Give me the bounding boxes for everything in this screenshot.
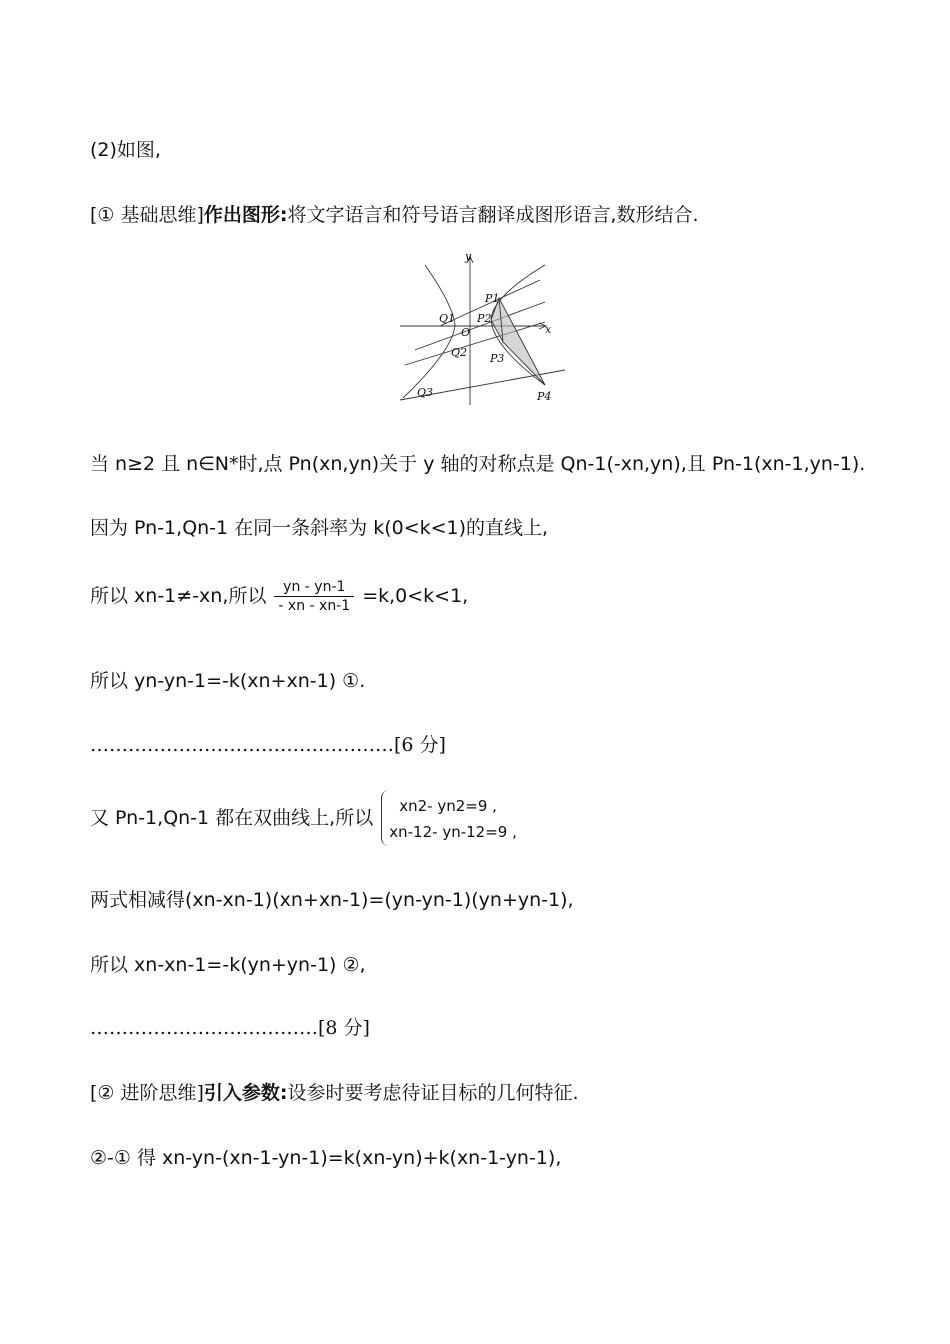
hyperbola-left-branch <box>403 265 455 398</box>
slope-text-after: =k,0<k<1, <box>362 585 469 607</box>
equation-system <box>381 790 517 846</box>
basic-thinking-text: 将文字语言和符号语言翻译成图形语言,数形结合. <box>287 204 699 226</box>
score-line-8: ………………………………[8 分] <box>90 1017 370 1039</box>
text-line-same-slope: 因为 Pn-1,Qn-1 在同一条斜率为 k(0<k<1)的直线上, <box>90 517 549 539</box>
advanced-thinking-tag: [② 进阶思维] <box>90 1082 204 1104</box>
advanced-thinking-text: 设参时要考虑待证目标的几何特征. <box>287 1082 579 1104</box>
label-p1: P1 <box>485 292 500 305</box>
label-x-axis: x <box>545 323 552 336</box>
label-q3: Q3 <box>417 386 434 399</box>
label-p4: P4 <box>537 390 552 403</box>
section-heading: (2)如图, <box>90 139 161 161</box>
equation-2-line: 所以 xn-xn-1=-k(yn+yn-1) ②, <box>90 954 366 976</box>
label-q2: Q2 <box>451 346 468 359</box>
slope-text-before: 所以 xn-1≠-xn,所以 <box>90 585 267 607</box>
text-line-hyperbola-system <box>90 790 517 850</box>
equation-1-line: 所以 yn-yn-1=-k(xn+xn-1) ①. <box>90 670 366 692</box>
fraction-denominator: - xn - xn-1 <box>278 598 351 614</box>
fraction-numerator: yn - yn-1 <box>274 578 354 597</box>
text-line-subtract: 两式相减得(xn-xn-1)(xn+xn-1)=(yn-yn-1)(yn+yn-1), <box>90 889 574 911</box>
label-y-axis: y <box>465 250 472 263</box>
text-line-difference: ②-① 得 xn-yn-(xn-1-yn-1)=k(xn-yn)+k(xn-1-yn-1), <box>90 1147 562 1169</box>
basic-thinking-line <box>90 203 699 227</box>
text-line-slope-fraction <box>90 578 468 615</box>
label-p2: P2 <box>477 312 492 325</box>
slope-fraction <box>274 578 354 615</box>
label-q1: Q1 <box>439 312 456 325</box>
system-text-before: 又 Pn-1,Qn-1 都在双曲线上,所以 <box>90 807 374 829</box>
label-p3: P3 <box>490 352 505 365</box>
advanced-thinking-line <box>90 1081 579 1105</box>
system-equation-2: xn-12- yn-12=9 , <box>389 823 517 841</box>
basic-thinking-title: 作出图形: <box>203 204 288 226</box>
score-line-6: …………………………………………[6 分] <box>90 734 446 756</box>
hyperbola-figure <box>395 250 565 410</box>
basic-thinking-tag: [① 基础思维] <box>90 204 204 226</box>
label-origin: O <box>461 326 471 339</box>
system-equation-1: xn2- yn2=9 , <box>399 797 497 815</box>
text-line-symmetric-point: 当 n≥2 且 n∈N*时,点 Pn(xn,yn)关于 y 轴的对称点是 Qn-1(-xn,yn),且 Pn-1(xn-1,yn-1). <box>90 453 866 475</box>
advanced-thinking-title: 引入参数: <box>203 1082 288 1104</box>
